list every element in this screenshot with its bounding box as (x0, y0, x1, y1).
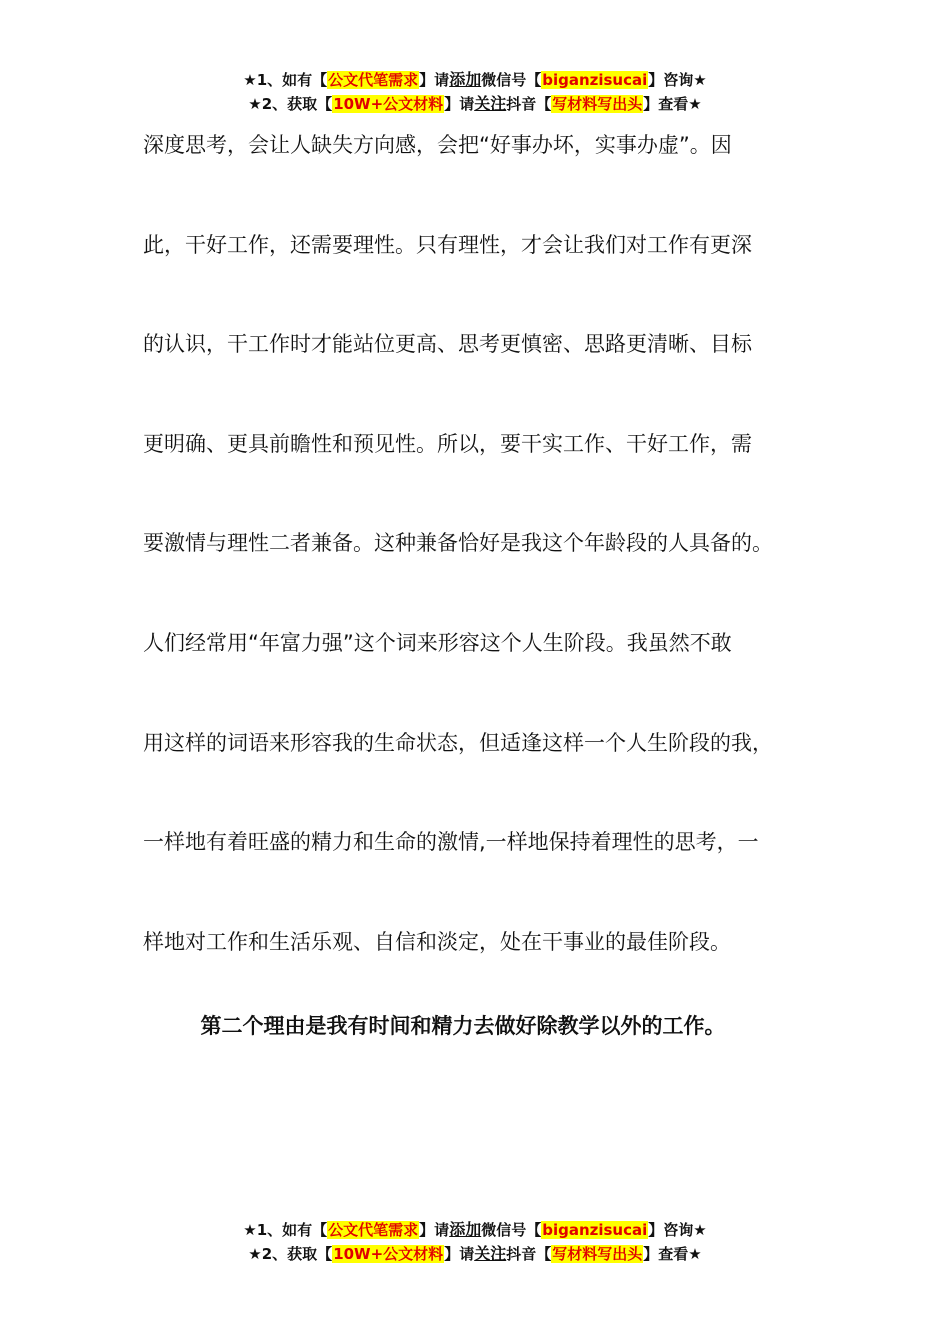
body-line: 人们经常用“年富力强”这个词来形容这个人生阶段。我虽然不敢 (143, 630, 732, 655)
underlined-text: 关注 (474, 1244, 507, 1263)
highlight-wechat-id: biganzisucai (542, 1221, 648, 1239)
highlight-douyin-account: 写材料写出头 (552, 95, 643, 113)
banner-text: 】请 (419, 71, 450, 89)
banner-prefix: ★1、如有【 (243, 1221, 328, 1239)
banner-line-2 (0, 92, 950, 116)
highlight-douyin-account: 写材料写出头 (552, 1245, 643, 1263)
body-line: 一样地有着旺盛的精力和生命的激情,一样地保持着理性的思考，一 (143, 830, 759, 855)
body-line: 的认识，干工作时才能站位更高、思考更慎密、思路更清晰、目标 (143, 332, 752, 357)
underlined-text: 添加 (449, 70, 482, 89)
banner-line-1 (0, 1218, 950, 1242)
banner-text: 】请 (419, 1221, 450, 1239)
banner-line-2 (0, 1242, 950, 1266)
banner-text: 】请 (444, 1245, 475, 1263)
footer-banner (0, 1218, 950, 1266)
section-heading: 第二个理由是我有时间和精力去做好除教学以外的工作。 (200, 1014, 726, 1038)
underlined-text: 添加 (449, 1220, 482, 1239)
highlight-wechat-id: biganzisucai (542, 71, 648, 89)
banner-text: 抖音【 (506, 95, 552, 113)
banner-prefix: ★2、获取【 (248, 95, 333, 113)
banner-text: 抖音【 (506, 1245, 552, 1263)
banner-text: 微信号【 (481, 1221, 542, 1239)
highlight-service: 公文代笔需求 (328, 71, 419, 89)
body-line: 样地对工作和生活乐观、自信和淡定，处在干事业的最佳阶段。 (143, 929, 731, 954)
banner-prefix: ★2、获取【 (248, 1245, 333, 1263)
body-line: 此，干好工作，还需要理性。只有理性，才会让我们对工作有更深 (143, 232, 752, 257)
body-line: 用这样的词语来形容我的生命状态，但适逢这样一个人生阶段的我， (143, 730, 773, 755)
banner-suffix: 】咨询★ (648, 71, 707, 89)
banner-text: 】请 (444, 95, 475, 113)
highlight-materials: 10W+公文材料 (333, 95, 444, 113)
highlight-service: 公文代笔需求 (328, 1221, 419, 1239)
body-line: 深度思考，会让人缺失方向感，会把“好事办坏，实事办虚”。因 (143, 133, 732, 157)
highlight-materials: 10W+公文材料 (333, 1245, 444, 1263)
banner-suffix: 】咨询★ (648, 1221, 707, 1239)
body-line: 要激情与理性二者兼备。这种兼备恰好是我这个年龄段的人具备的。 (143, 531, 773, 556)
banner-suffix: 】查看★ (643, 95, 702, 113)
banner-prefix: ★1、如有【 (243, 71, 328, 89)
body-line: 更明确、更具前瞻性和预见性。所以，要干实工作、干好工作，需 (143, 431, 752, 456)
banner-text: 微信号【 (481, 71, 542, 89)
banner-suffix: 】查看★ (643, 1245, 702, 1263)
header-banner (0, 68, 950, 116)
body-paragraph (143, 120, 823, 1016)
underlined-text: 关注 (474, 94, 507, 113)
banner-line-1 (0, 68, 950, 92)
